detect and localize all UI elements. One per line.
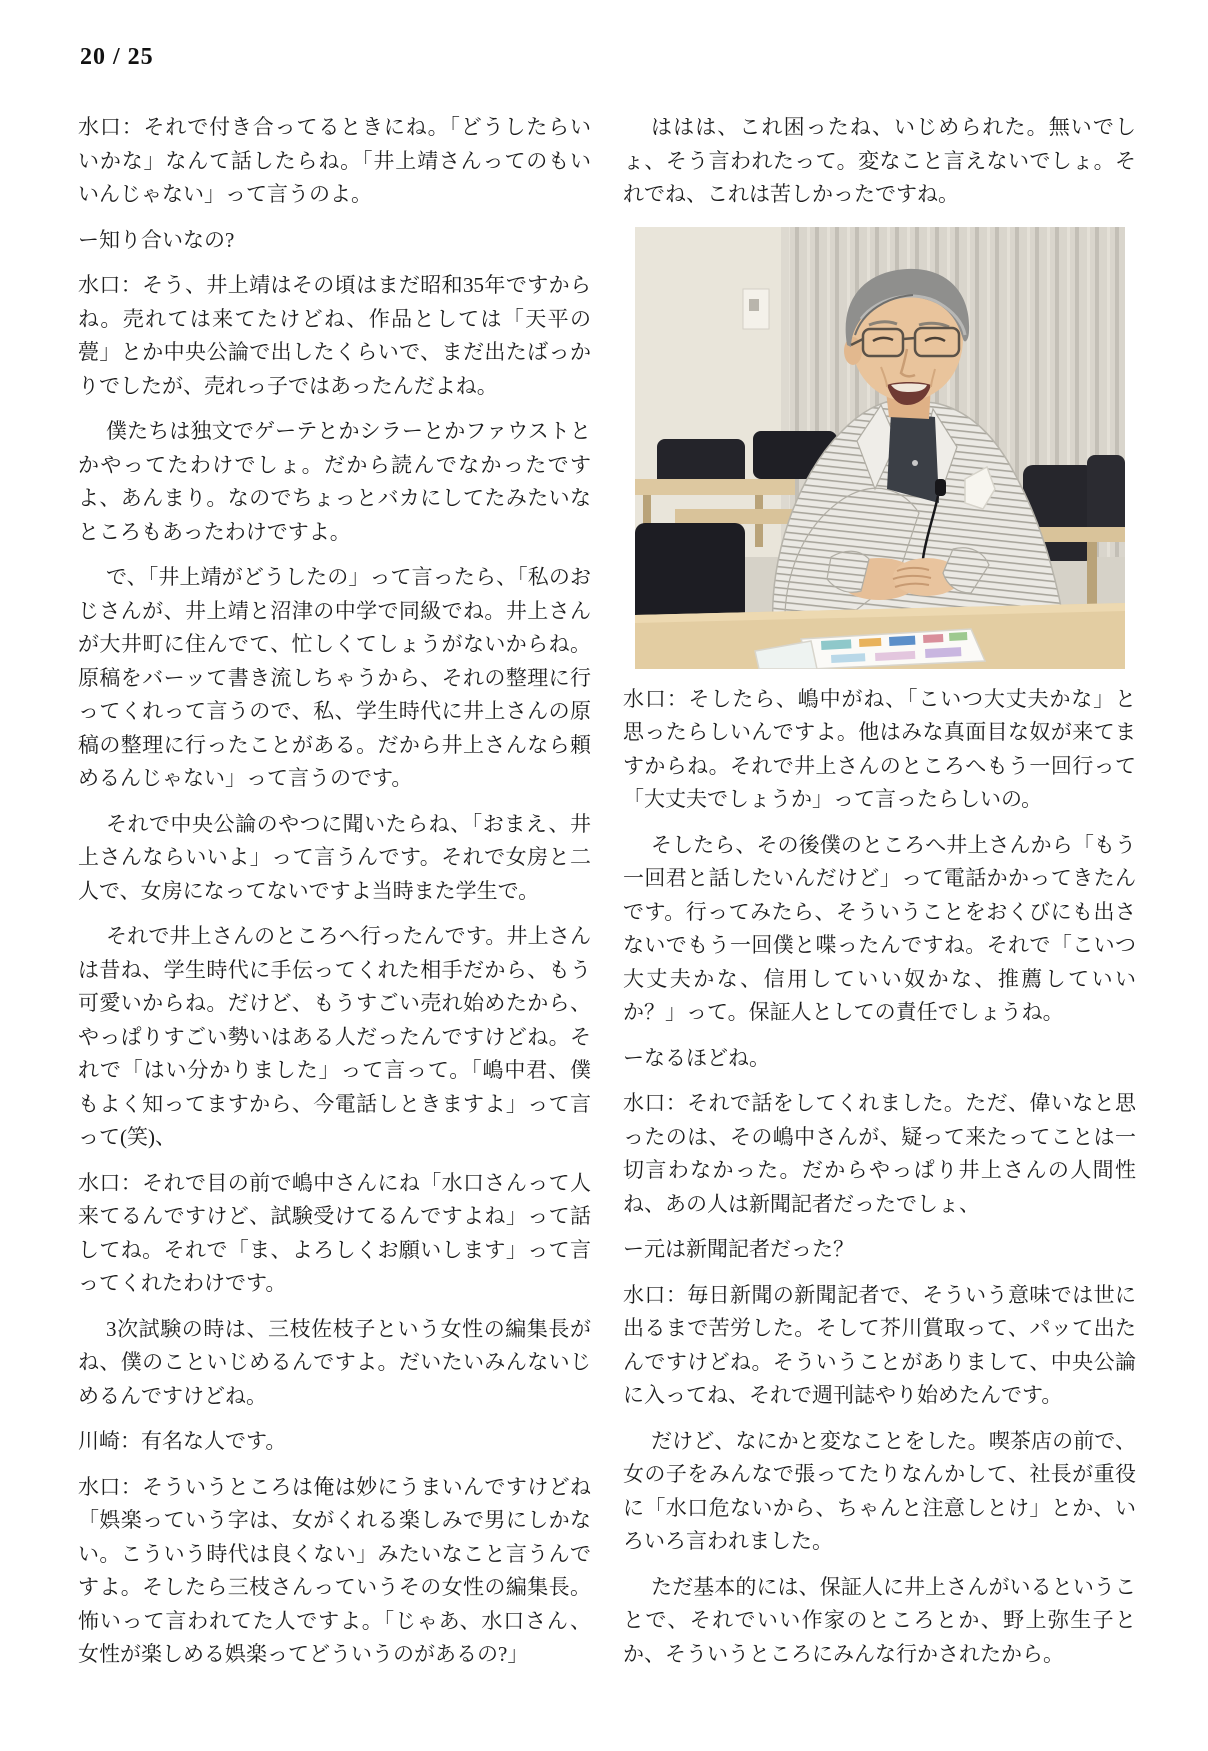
paragraph: 水口：それで目の前で嶋中さんにね「水口さんって人来てるんですけど、試験受けてるんですよね」って話してね。それで「ま、よろしくお願いします」って言ってくれたわけです。 — [78, 1170, 591, 1295]
paragraph: だけど、なにかと変なことをした。喫茶店の前で、女の子をみんなで張ってたりなんかして、社長が重役に「水口危ないから、ちゃんと注意しとけ」とか、いろいろ言われました。 — [623, 1428, 1136, 1553]
page-number: 20 / 25 — [80, 44, 154, 70]
two-column-layout — [78, 111, 1148, 1684]
paragraph: ー知り合いなの? — [78, 227, 235, 252]
lavalier-microphone — [935, 479, 946, 496]
paragraph: ただ基本的には、保証人に井上さんがいるということで、それでいい作家のところとか、野上弥生子とか、そういうところにみんな行かされたから。 — [623, 1574, 1136, 1666]
paragraph: ーなるほどね。 — [623, 1045, 770, 1070]
right-column — [623, 111, 1136, 1684]
polo-shirt — [887, 413, 939, 503]
paragraph: 水口：それで話をしてくれました。ただ、偉いなと思ったのは、その嶋中さんが、疑って来たってことは一切言わなかった。だからやっぱり井上さんの人間性ね、あの人は新聞記者だったでしょ、 — [623, 1091, 1136, 1216]
paragraph: で、「井上靖がどうしたの」って言ったら、「私のおじさんが、井上靖と沼津の中学で同級でね。井上さんが大井町に住んでて、忙しくてしょうがないからね。原稿をバーッて書き流しちゃうから、それの整理に行ってくれって言うので、私、学生時代に井上さんの原稿の整理に行ったことがある。だから井上さんなら頼めるんじゃない」って言うのです。 — [78, 565, 591, 790]
right-column-bottom-text — [623, 683, 1136, 1672]
paragraph: 3次試験の時は、三枝佐枝子という女性の編集長がね、僕のこといじめるんですよ。だいたいみんないじめるんですけどね。 — [78, 1316, 591, 1408]
paragraph: 川崎：有名な人です。 — [78, 1429, 287, 1453]
paragraph: そしたら、その後僕のところへ井上さんから「もう一回君と話したいんだけど」って電話かかってきたんです。行ってみたら、そういうことをおくびにも出さないでもう一回僕と喋ったんですね。それで「こいつ大丈夫かな、信用していい奴かな、推薦していいか？」って。保証人としての責任でしょうね。 — [623, 832, 1136, 1024]
paragraph: 水口：そういうところは俺は妙にうまいんですけどね「娯楽っていう字は、女がくれる楽しみで男にしかない。こういう時代は良くない」みたいなこと言うんですよ。そしたら三枝さんっていうその女性の編集長。怖いって言われてた人ですよ。「じゃあ、水口さん、女性が楽しめる娯楽ってどういうのがあるの?」 — [78, 1474, 591, 1666]
paragraph: それで中央公論のやつに聞いたらね、「おまえ、井上さんならいいよ」って言うんです。それで女房と二人で、女房になってないですよ当時また学生で。 — [78, 811, 591, 903]
paragraph: 水口：それで付き合ってるときにね。「どうしたらいいかな」なんて話したらね。「井上靖さんってのもいいんじゃない」って言うのよ。 — [78, 115, 591, 206]
interview-photo — [635, 227, 1125, 669]
paragraph: 水口：毎日新聞の新聞記者で、そういう意味では世に出るまで苦労した。そして芥川賞取って、パッて出たんですけどね。そういうことがありまして、中央公論に入ってね、それで週刊誌やり始めたんです。 — [623, 1282, 1136, 1407]
paragraph: それで井上さんのところへ行ったんです。井上さんは昔ね、学生時代に手伝ってくれた相手だから、もう可愛いからね。だけど、もうすごい売れ始めたから、やっぱりすごい勢いはある人だったんですけどね。それで「はい分かりました」って言って。「嶋中君、僕もよく知ってますから、今電話しときますよ」って言って(笑)、 — [78, 924, 591, 1149]
paragraph: 僕たちは独文でゲーテとかシラーとかファウストとかやってたわけでしょ。だから読んでなかったですよ、あんまり。なのでちょっとバカにしてたみたいなところもあったわけですよ。 — [78, 419, 591, 544]
paragraph: 水口：そしたら、嶋中がね、「こいつ大丈夫かな」と思ったらしいんですよ。他はみな真面目な奴が来てますからね。それで井上さんのところへもう一回行って「大丈夫でしょうか」って言ったらしいの。 — [623, 686, 1136, 811]
left-column — [78, 111, 591, 1684]
paragraph: ははは、これ困ったね、いじめられた。無いでしょ、そう言われたって。変なこと言えないでしょ。それでね、これは苦しかったですね。 — [623, 115, 1136, 206]
paragraph: ー元は新聞記者だった？ — [623, 1237, 854, 1261]
background-desk — [635, 479, 795, 495]
paragraph: 水口：そう、井上靖はその頃はまだ昭和35年ですからね。売れては来てたけどね、作品としては「天平の甍」とか中央公論で出したくらいで、まだ出たばっかりでしたが、売れっ子ではあったんだよね。 — [78, 273, 591, 398]
office-chair — [1087, 455, 1125, 539]
right-column-top-text — [623, 111, 1136, 212]
